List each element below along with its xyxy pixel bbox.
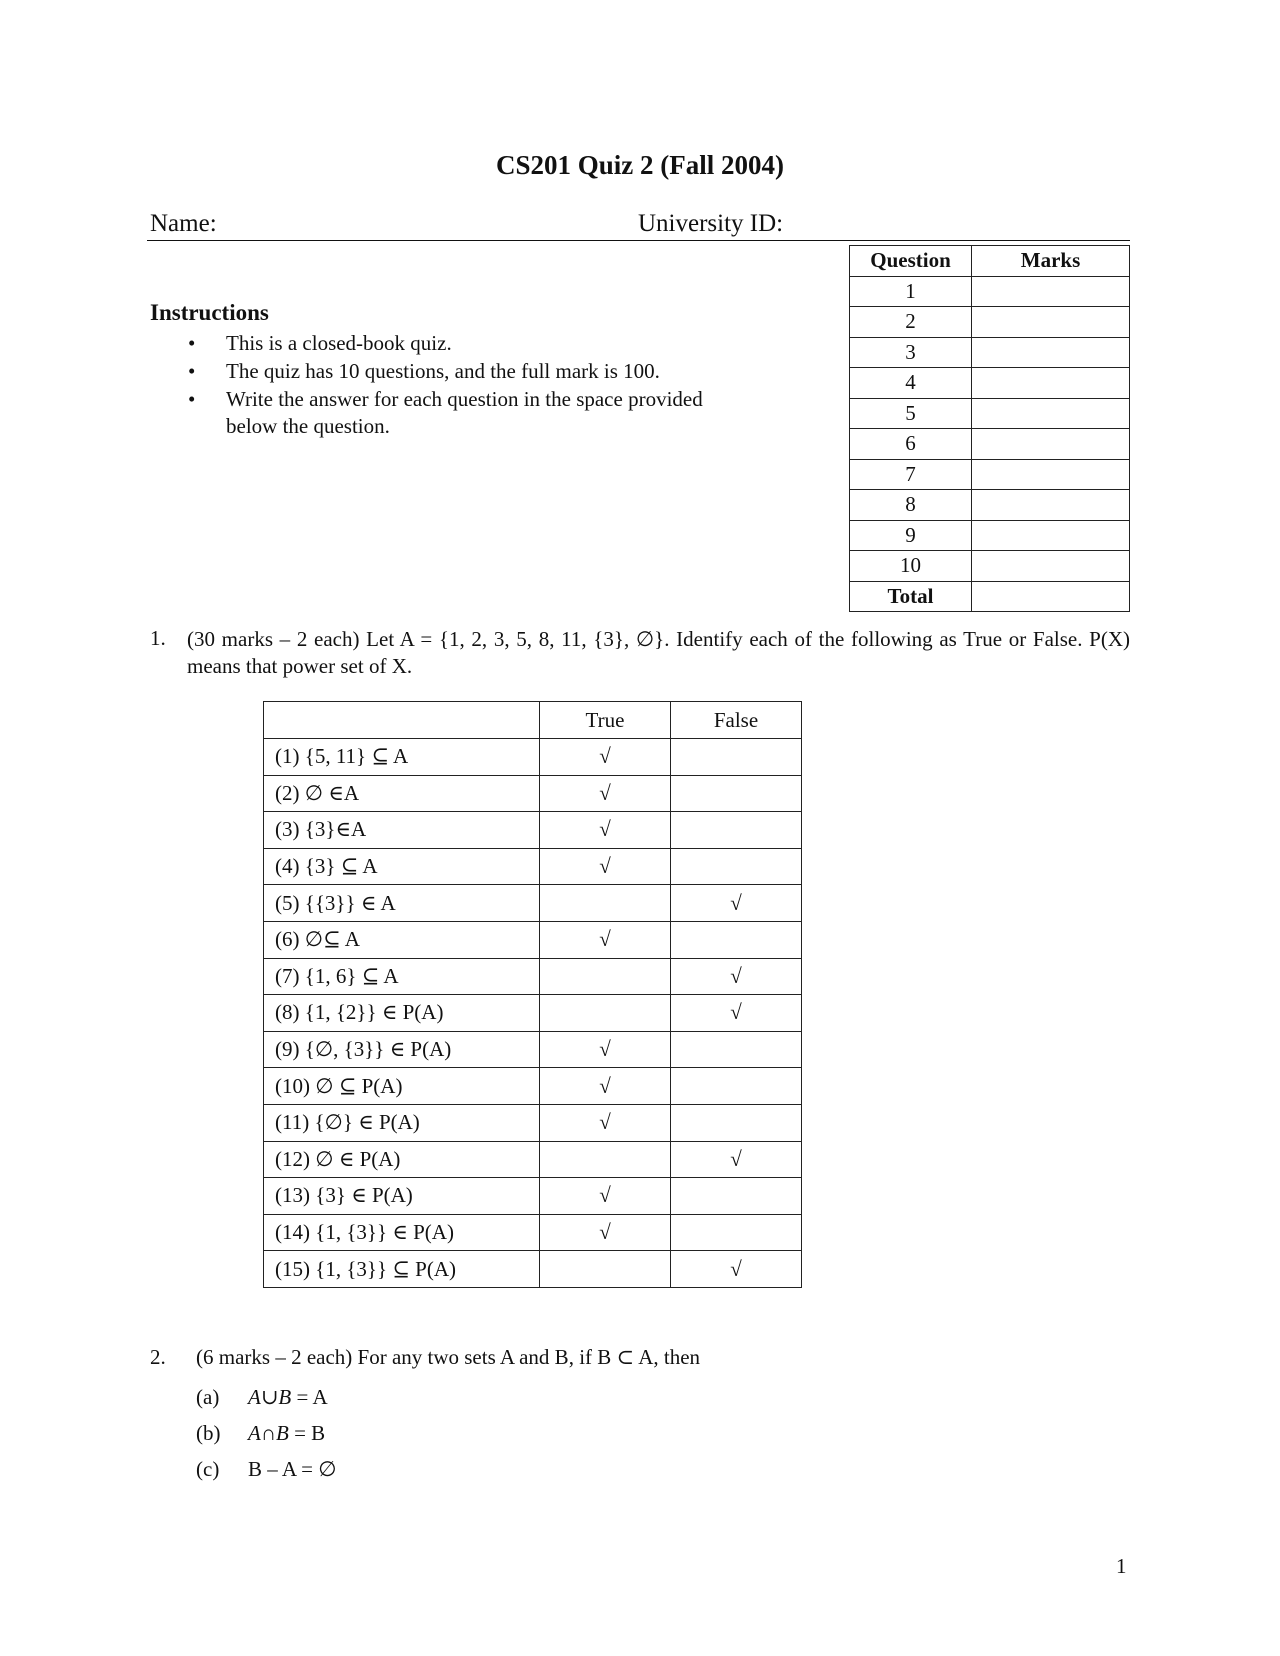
tf-false-cell: √ <box>671 1251 802 1288</box>
tf-statement: (8) {1, {2}} ∈ P(A) <box>264 995 540 1032</box>
tf-statement: (12) ∅ ∈ P(A) <box>264 1141 540 1178</box>
true-false-table <box>263 701 802 1288</box>
tf-statement: (15) {1, {3}} ⊆ P(A) <box>264 1251 540 1288</box>
tf-true-cell <box>540 958 671 995</box>
marks-table-question: 4 <box>850 368 972 399</box>
tf-false-cell: √ <box>671 958 802 995</box>
table-row <box>264 775 802 812</box>
marks-table-question: 1 <box>850 276 972 307</box>
table-row <box>264 1068 802 1105</box>
tf-statement: (13) {3} ∈ P(A) <box>264 1178 540 1215</box>
tf-statement: (9) {∅, {3}} ∈ P(A) <box>264 1031 540 1068</box>
tf-header-true: True <box>540 702 671 739</box>
instructions-list <box>188 330 758 440</box>
marks-table-question: 5 <box>850 398 972 429</box>
marks-total-cell <box>972 581 1130 612</box>
tf-statement: (10) ∅ ⊆ P(A) <box>264 1068 540 1105</box>
question-2-part-c <box>196 1457 337 1482</box>
tf-statement: (4) {3} ⊆ A <box>264 848 540 885</box>
tf-true-cell: √ <box>540 1104 671 1141</box>
table-row <box>264 812 802 849</box>
marks-table-total-label: Total <box>850 581 972 612</box>
tf-false-cell <box>671 1068 802 1105</box>
table-row <box>264 921 802 958</box>
marks-cell <box>972 551 1130 582</box>
marks-table-question: 6 <box>850 429 972 460</box>
tf-false-cell <box>671 921 802 958</box>
tf-true-cell: √ <box>540 848 671 885</box>
tf-statement: (7) {1, 6} ⊆ A <box>264 958 540 995</box>
tf-statement: (1) {5, 11} ⊆ A <box>264 739 540 776</box>
instruction-item: • This is a closed-book quiz. <box>188 330 758 357</box>
instruction-item: • Write the answer for each question in the space provided below the question. <box>188 386 758 440</box>
instructions-heading: Instructions <box>150 300 269 325</box>
table-row <box>264 848 802 885</box>
tf-true-cell: √ <box>540 739 671 776</box>
marks-table-question: 10 <box>850 551 972 582</box>
tf-statement: (11) {∅} ∈ P(A) <box>264 1104 540 1141</box>
marks-cell <box>972 490 1130 521</box>
page-title: CS201 Quiz 2 (Fall 2004) <box>496 150 784 180</box>
part-result: = B <box>288 1421 326 1445</box>
tf-false-cell <box>671 1031 802 1068</box>
table-row <box>264 1031 802 1068</box>
marks-table-question: 2 <box>850 307 972 338</box>
university-id-label: University ID: <box>638 210 784 237</box>
marks-cell <box>972 337 1130 368</box>
marks-table-question: 3 <box>850 337 972 368</box>
marks-table-question: 9 <box>850 520 972 551</box>
question-2-part-b <box>196 1421 325 1446</box>
tf-true-cell: √ <box>540 1214 671 1251</box>
tf-false-cell <box>671 775 802 812</box>
table-row <box>264 739 802 776</box>
tf-false-cell: √ <box>671 995 802 1032</box>
marks-cell <box>972 459 1130 490</box>
part-expression: A∩B <box>248 1421 289 1445</box>
table-row <box>264 1214 802 1251</box>
tf-true-cell: √ <box>540 812 671 849</box>
tf-true-cell <box>540 885 671 922</box>
table-row <box>264 995 802 1032</box>
question-1-number: 1. <box>150 626 166 650</box>
tf-false-cell: √ <box>671 885 802 922</box>
part-expression: A∪B <box>248 1385 292 1409</box>
marks-cell <box>972 429 1130 460</box>
question-1-text: (30 marks – 2 each) Let A = {1, 2, 3, 5, 8, 11, {3}, ∅}. Identify each of the following as True or False. P(X) means that power set of X. <box>187 627 1130 678</box>
marks-table <box>849 245 1130 612</box>
tf-true-cell: √ <box>540 1031 671 1068</box>
tf-true-cell: √ <box>540 1178 671 1215</box>
marks-cell <box>972 520 1130 551</box>
table-row <box>264 958 802 995</box>
question-2-text: (6 marks – 2 each) For any two sets A and B, if B ⊂ A, then <box>196 1345 701 1369</box>
part-result: = A <box>291 1385 328 1409</box>
part-label: (b) <box>196 1421 221 1445</box>
tf-statement: (5) {{3}} ∈ A <box>264 885 540 922</box>
table-row <box>264 885 802 922</box>
part-label: (a) <box>196 1385 220 1409</box>
marks-cell <box>972 398 1130 429</box>
table-row <box>264 1141 802 1178</box>
marks-cell <box>972 368 1130 399</box>
marks-cell <box>972 307 1130 338</box>
tf-true-cell: √ <box>540 921 671 958</box>
part-result: B – A = ∅ <box>248 1457 337 1481</box>
question-2-part-a <box>196 1385 328 1410</box>
tf-true-cell <box>540 1251 671 1288</box>
table-row <box>264 1251 802 1288</box>
page-number: 1 <box>1116 1554 1127 1578</box>
tf-false-cell <box>671 1178 802 1215</box>
tf-false-cell <box>671 1104 802 1141</box>
part-label: (c) <box>196 1457 220 1481</box>
tf-statement: (2) ∅ ∈A <box>264 775 540 812</box>
tf-true-cell: √ <box>540 775 671 812</box>
marks-cell <box>972 276 1130 307</box>
tf-false-cell: √ <box>671 1141 802 1178</box>
tf-statement: (6) ∅⊆ A <box>264 921 540 958</box>
marks-table-question: 7 <box>850 459 972 490</box>
tf-header-false: False <box>671 702 802 739</box>
tf-true-cell: √ <box>540 1068 671 1105</box>
tf-false-cell <box>671 1214 802 1251</box>
name-label: Name: <box>150 210 217 237</box>
tf-false-cell <box>671 848 802 885</box>
header-rule <box>147 240 1130 241</box>
tf-true-cell <box>540 1141 671 1178</box>
marks-table-question: 8 <box>850 490 972 521</box>
tf-false-cell <box>671 812 802 849</box>
table-row <box>264 1178 802 1215</box>
table-row <box>264 1104 802 1141</box>
tf-header-blank <box>264 702 540 739</box>
marks-table-header-marks: Marks <box>972 246 1130 277</box>
tf-statement: (3) {3}∈A <box>264 812 540 849</box>
question-2-number: 2. <box>150 1345 166 1369</box>
instruction-item: • The quiz has 10 questions, and the full mark is 100. <box>188 358 758 385</box>
tf-statement: (14) {1, {3}} ∈ P(A) <box>264 1214 540 1251</box>
tf-false-cell <box>671 739 802 776</box>
marks-table-header-question: Question <box>850 246 972 277</box>
tf-true-cell <box>540 995 671 1032</box>
